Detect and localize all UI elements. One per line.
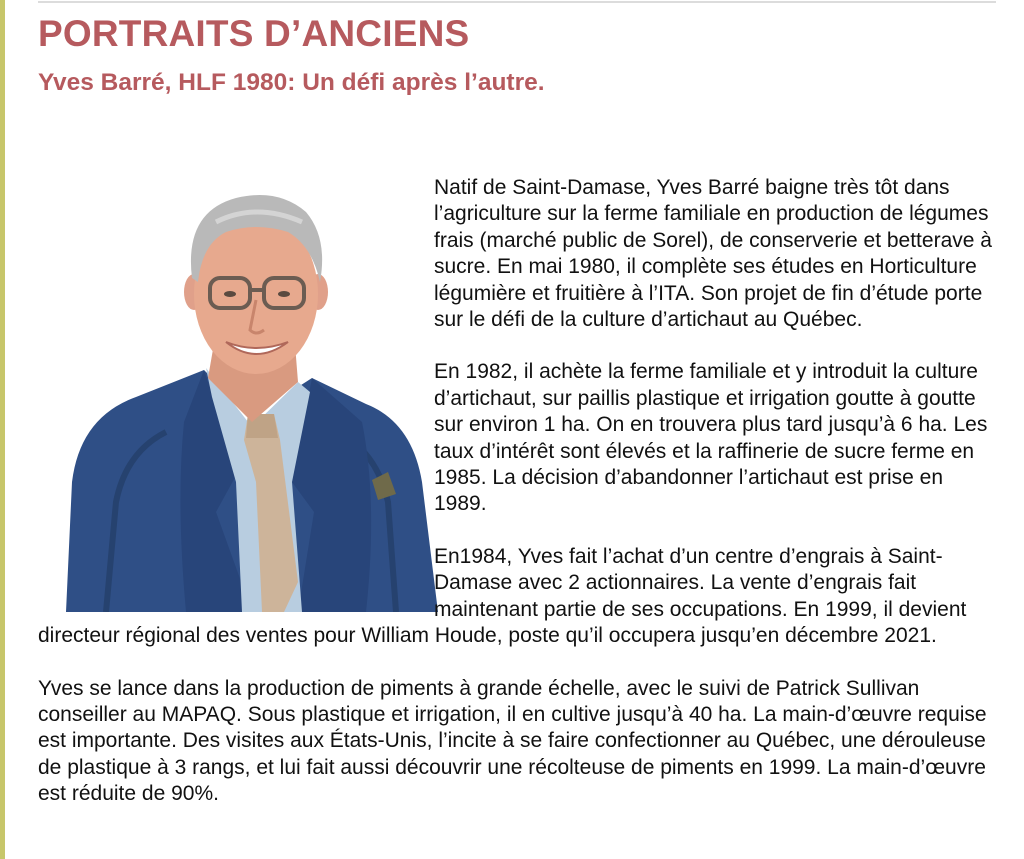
image-float-spacer [38, 175, 434, 607]
article-paragraph-4: Yves se lance dans la production de piments à grande échelle, avec le suivi de Patrick Sullivan conseiller au MAPAQ. Sous plastique et irrigation, il en cultive jusqu’à 40 ha. La main-d’œuvre requise est importante. Des visites aux États-Unis, l’incite à se faire confectionner au Québec, une dérouleuse de plastique à 3 rangs, et lui fait aussi découvrir une récolteuse de piments en 1999. La main-d’œuvre est réduite de 90%. [38, 676, 987, 806]
top-divider [38, 1, 996, 3]
article-paragraph-2: En 1982, il achète la ferme familiale et y introduit la culture d’artichaut, sur paillis plastique et irrigation goutte à goutte sur environ 1 ha. On en trouvera plus tard jusqu’à 6 ha. Les taux d’intérêt sont élevés et la raffinerie de sucre ferme en 1985. La décision d’abandonner l’artichaut est prise en 1989. [434, 360, 988, 516]
article-paragraph-1: Natif de Saint-Damase, Yves Barré baigne très tôt dans l’agriculture sur la ferme familiale en production de légumes frais (marché public de Sorel), de conserverie et betterave à sucre. En mai 1980, il complète ses études en Horticulture légumière et fruitière à l’ITA. Son projet de fin d’étude porte sur le défi de la culture d’artichaut au Québec. [434, 176, 992, 332]
article-body [38, 175, 996, 808]
section-title: PORTRAITS D’ANCIENS [38, 13, 470, 54]
article-subtitle: Yves Barré, HLF 1980: Un défi après l’autre. [38, 69, 545, 96]
left-accent-rule [0, 0, 5, 859]
article-paragraph-3: En1984, Yves fait l’achat d’un centre d’engrais à Saint-Damase avec 2 actionnaires. La vente d’engrais fait maintenant partie de ses occupations. En 1999, il devient directeur régional des ventes pour William Houde, poste qu’il occupera jusqu’en décembre 2021. [38, 544, 967, 648]
